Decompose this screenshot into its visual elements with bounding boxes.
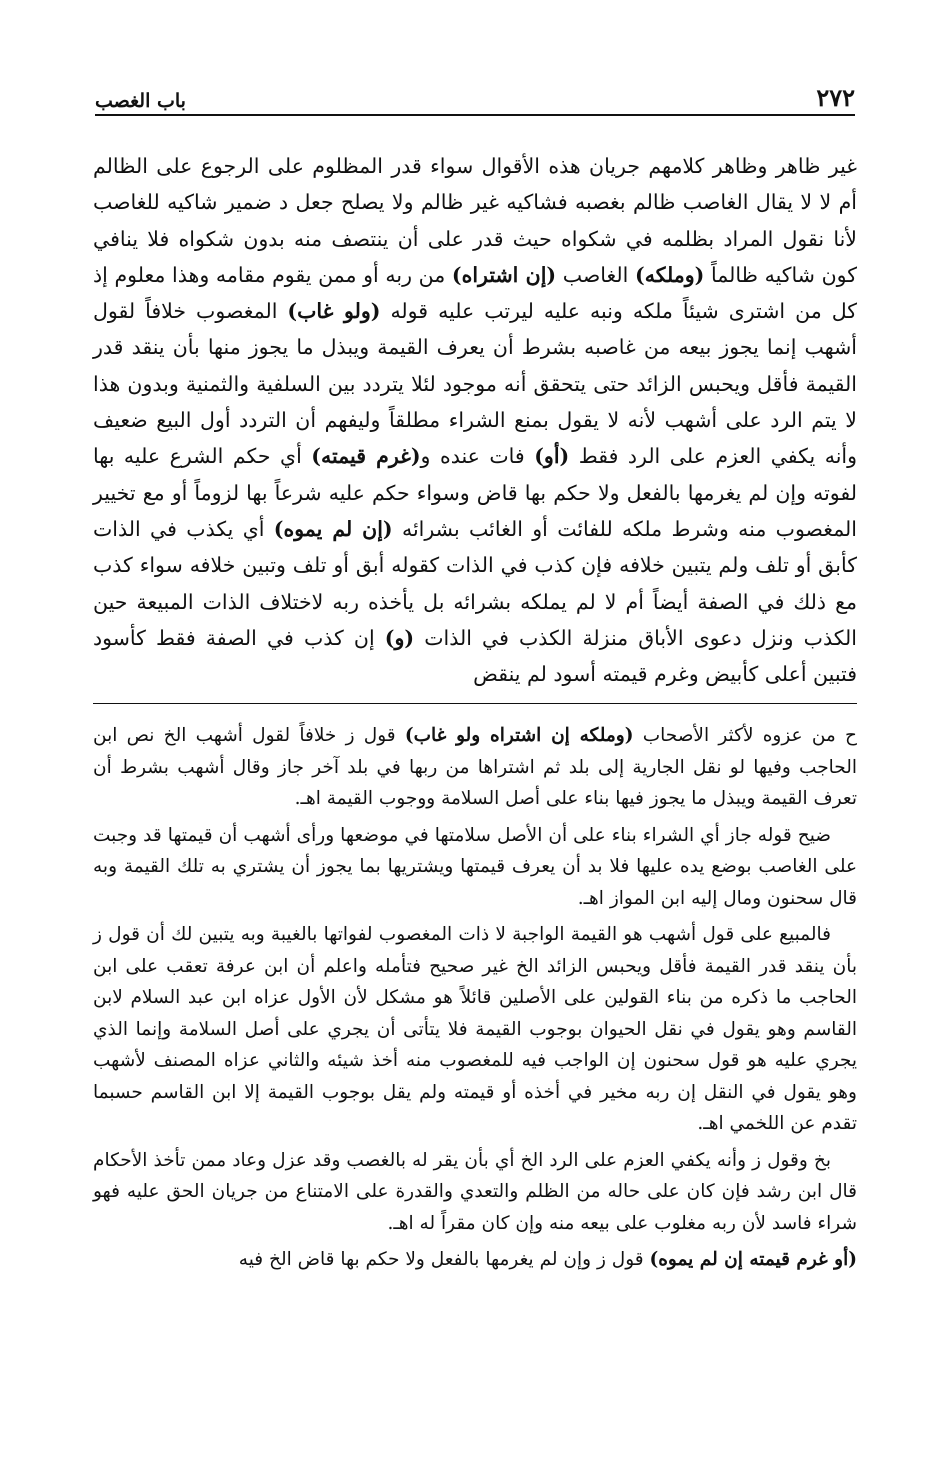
- main-text: [93, 148, 857, 692]
- page-number: ٢٧٢: [816, 83, 855, 112]
- note-paragraph: [93, 1244, 857, 1276]
- text-run: ضيح قوله جاز أي الشراء بناء على أن الأصل سلامتها في موضعها ورأى أشهب أن قيمتها قد وجبت على الغاصب بوضع يده عليها فلا بد أن يعرف قيمتها ويشتريها بما يجوز أن يشتري به تلك القيمة وبه قال سحنون ومال إليه ابن المواز اهـ.: [93, 824, 857, 909]
- footnote-divider: [93, 703, 857, 704]
- note-paragraph: [93, 720, 857, 815]
- bold-run: (غرم قيمته): [311, 444, 421, 469]
- text-run: الغاصب: [556, 262, 635, 287]
- text-run: إن كذب في الصفة فقط كأسود فتبين أعلى كأبيض وغرم قيمته أسود لم ينقض: [93, 625, 857, 687]
- bold-run: (إن لم يموه): [273, 516, 393, 541]
- text-run: قول ز وإن لم يغرمها بالفعل ولا حكم بها قاض الخ فيه: [238, 1249, 650, 1270]
- main-paragraph: [93, 148, 857, 692]
- bold-run: (أو): [534, 444, 570, 469]
- text-run: ح من عزوه لأكثر الأصحاب: [633, 725, 858, 746]
- bold-run: (وملكه إن اشتراه ولو غاب): [404, 725, 634, 746]
- commentary-notes: [93, 720, 857, 1281]
- bold-run: (وملكه): [635, 262, 705, 287]
- note-paragraph: [93, 820, 857, 915]
- note-paragraph: [93, 1145, 857, 1240]
- text-run: أي حكم الشرع عليه بها لفوته وإن لم يغرمها بالفعل ولا حكم بها قاض وسواء حكم عليه شرعاً بها لزوماً أو مع تخيير المغصوب منه وشرط ملكه للفائت أو الغائب بشرائه: [93, 444, 857, 541]
- bold-run: (و): [384, 625, 415, 650]
- text-run: فالمبيع على قول أشهب هو القيمة الواجبة لا ذات المغصوب لفواتها بالغيبة وبه يتبين لك أن قول ز بأن ينقد قدر القيمة فأقل ويحبس الزائد الخ غير صحيح فتأمله واعلم أن ابن عرفة تعقب على ابن الحاجب ما ذكره من بناء القولين على الأصلين قائلاً هو مشكل لأن الأول عزاه ابن عبد السلام لابن القاسم وهو يقول في نقل الحيوان بوجوب القيمة فلا يتأتى أن يجري على أصل السلامة وإنما الذي يجري عليه هو قول سحنون إن الواجب فيه للمغصوب منه أخذ شيئه والثاني عزاه المصنف لأشهب وهو يقول في النقل إن ربه مخير في أخذه أو قيمته ولم يقل بوجوب القيمة إلا ابن القاسم حسبما تقدم عن اللخمي اهـ.: [93, 924, 857, 1134]
- text-run: المغصوب خلافاً لقول أشهب إنما يجوز بيعه من غاصبه بشرط أن يعرف القيمة ويبذل ما يجوز منها بأن ينقد قدر القيمة فأقل ويحبس الزائد حتى يتحقق أنه موجود لئلا يتردد بين السلفية والثمنية وبدون هذا لا يتم الرد على أشهب لأنه لا يقول بمنع الشراء مطلقاً وليفهم أن التردد أول البيع ضعيف وأنه يكفي العزم على الرد فقط: [93, 299, 857, 469]
- page-header: [95, 78, 855, 116]
- text-run: قول ز خلافاً لقول أشهب الخ نص ابن الحاجب وفيها لو نقل الجارية إلى بلد ثم اشتراها من ربها في بلد آخر جاز وقال أشهب بشرط أن تعرف القيمة ويبذل ما يجوز فيها بناء على أصل السلامة ووجوب القيمة اهـ.: [93, 725, 857, 809]
- text-run: غير ظاهر وظاهر كلامهم جريان هذه الأقوال سواء قدر المظلوم على الرجوع على الظالم أم لا لا يقال الغاصب ظالم بغصبه فشاكيه غير ظالم ولا يصلح جعل د ضمير شاكيه للغاصب لأنا نقول المراد بظلمه في شكواه حيث قدر على أن ينتصف منه بدون شكواه فلا ينافي كون شاكيه ظالماً: [93, 154, 857, 287]
- text-run: أي يكذب في الذات كأبق أو تلف ولم يتبين خلافه فإن كذب في الذات كقوله أبق أو تلف وتبين خلافه سواء كذب مع ذلك في الصفة أيضاً أم لا لم يملكه بشرائه بل يأخذه ربه لاختلاف الذات المبيعة حين الكذب ونزل دعوى الأباق منزلة الكذب في الذات: [93, 516, 857, 650]
- bold-run: (ولو غاب): [287, 299, 381, 324]
- note-paragraph: [93, 919, 857, 1140]
- text-run: من ربه أو ممن يقوم مقامه وهذا معلوم إذ كل من اشترى شيئاً ملكه ونبه عليه ليرتب عليه قوله: [93, 262, 857, 324]
- text-run: بخ وقول ز وأنه يكفي العزم على الرد الخ أي بأن يقر له بالغصب وقد عزل وعاد ممن تأخذ الأحكام قال ابن رشد فإن كان على حاله من الظلم والتعدي والقدرة على الامتناع من جريان الحق عليه فهو شراء فاسد لأن ربه مغلوب على بيعه منه وإن كان مقراً له اهـ.: [93, 1149, 857, 1234]
- chapter-title: باب الغصب: [95, 90, 186, 112]
- bold-run: (إن اشتراه): [451, 262, 557, 287]
- text-run: فات عنده و: [420, 444, 535, 469]
- bold-run: (أو غرم قيمته إن لم يموه): [649, 1249, 857, 1270]
